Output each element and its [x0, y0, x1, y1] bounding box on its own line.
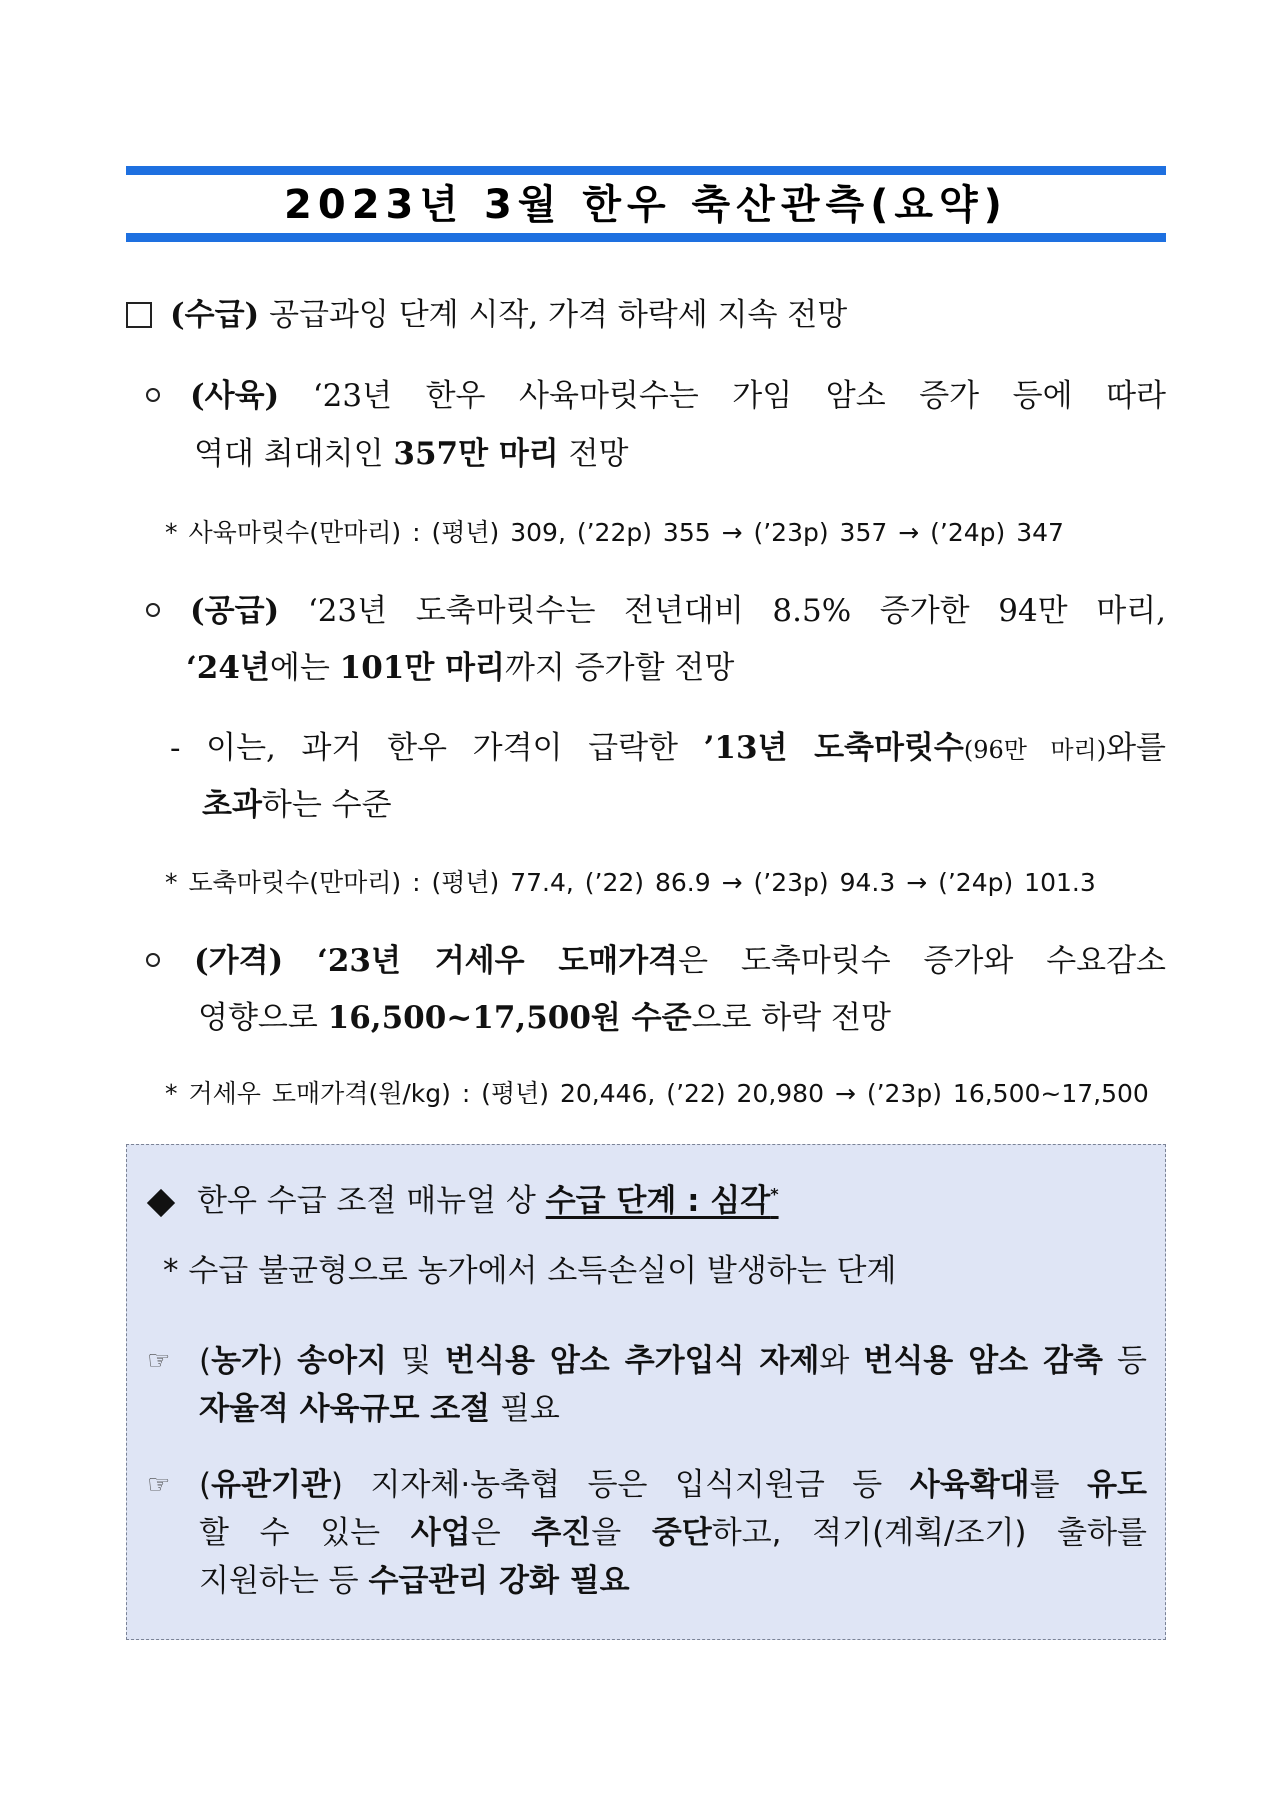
callout-stage-text: 수급 단계 : 심각 [545, 1183, 771, 1219]
agency-paren-open: ( [199, 1467, 212, 1503]
farm-calf: 송아지 [297, 1343, 387, 1379]
callout-stage [546, 1183, 779, 1219]
checkbox-square-icon [126, 302, 152, 328]
agency-induce: 유도 [1087, 1467, 1147, 1503]
slaughter-text-1: ‘23년 도축마릿수는 전년대비 8.5% 증가한 94만 마리, [279, 593, 1166, 629]
callout-box [126, 1144, 1166, 1640]
raising-text-2c: 전망 [558, 436, 629, 472]
agency-project: 사업 [410, 1515, 471, 1551]
page-title: 2023년 3월 한우 축산관측(요약) [284, 182, 1008, 228]
slaughter-sub-text-d: 와를 [1106, 730, 1166, 766]
agency-stop: 중단 [651, 1515, 712, 1551]
price-line-1 [194, 941, 1166, 981]
farm-etc: 등 [1103, 1343, 1147, 1379]
slaughter-text-2b: 에는 [269, 650, 340, 686]
price-line-2 [198, 998, 891, 1038]
farm-paren-open: ( [199, 1343, 212, 1379]
price-label: (가격) [194, 943, 284, 979]
farm-and: 및 [387, 1343, 446, 1379]
pointing-hand-icon: ☞ [147, 1470, 171, 1500]
slaughter-sub-paren: (96만 마리) [963, 736, 1107, 764]
agency-expand: 사육확대 [909, 1467, 1030, 1503]
slaughter-label: (공급) [190, 593, 280, 629]
price-text-2a: 영향으로 [198, 1000, 328, 1036]
slaughter-note: * 도축마릿수(만마리) : (평년) 77.4, (’22) 86.9 → (’23p) 94.3 → (’24p) 101.3 [165, 868, 1096, 897]
raising-line-1 [190, 376, 1166, 416]
slaughter-sub-highlight: ’13년 도축마릿수 [703, 730, 964, 766]
circle-bullet-icon [146, 603, 160, 617]
agency-line-3 [199, 1561, 630, 1601]
price-text-1c: 은 도축마릿수 증가와 수요감소 [678, 943, 1166, 979]
farm-self-adjust: 자율적 사육규모 조절 [199, 1391, 491, 1427]
farm-wa: 와 [819, 1343, 864, 1379]
callout-stage-sup: * [770, 1184, 779, 1204]
slaughter-sub-text-a: - 이는, 과거 한우 가격이 급락한 [170, 730, 704, 766]
title-bottom-rule [126, 233, 1166, 242]
farm-label: 농가 [211, 1343, 272, 1379]
callout-heading [197, 1181, 779, 1221]
farm-line-1 [199, 1341, 1147, 1381]
price-highlight-2: 16,500~17,500원 수준 [327, 1000, 692, 1036]
agency-text-2a: 할 수 있는 [199, 1515, 411, 1551]
raising-label: (사육) [190, 378, 280, 414]
price-text-2c: 으로 하락 전망 [691, 1000, 891, 1036]
slaughter-sub-line-2 [202, 785, 392, 825]
price-highlight-1: 거세우 도매가격 [434, 943, 679, 979]
agency-text-3a: 지원하는 등 [199, 1563, 369, 1599]
farm-restrain: 번식용 암소 추가입식 자제 [445, 1343, 820, 1379]
agency-promote: 추진 [531, 1515, 592, 1551]
agency-strengthen: 수급관리 강화 필요 [368, 1563, 630, 1599]
agency-line-2 [199, 1513, 1147, 1553]
supply-heading-text: 공급과잉 단계 시작, 가격 하락세 지속 전망 [259, 297, 848, 333]
agency-eul: 을 [591, 1515, 652, 1551]
slaughter-highlight: 101만 마리 [339, 650, 505, 686]
farm-paren-close: ) [271, 1343, 298, 1379]
farm-line-2 [199, 1389, 560, 1429]
agency-line-1 [199, 1465, 1147, 1505]
farm-reduce: 번식용 암소 감축 [863, 1343, 1103, 1379]
slaughter-sub-excess: 초과 [202, 787, 262, 823]
raising-text-2a: 역대 최대치인 [194, 436, 394, 472]
callout-note: * 수급 불균형으로 농가에서 소득손실이 발생하는 단계 [163, 1253, 897, 1289]
slaughter-text-2d: 까지 증가할 전망 [504, 650, 735, 686]
agency-label: 유관기관 [211, 1467, 331, 1503]
price-note: * 거세우 도매가격(원/kg) : (평년) 20,446, (’22) 20,980 → (’23p) 16,500~17,500 [165, 1079, 1149, 1108]
agency-reul: 를 [1029, 1467, 1088, 1503]
slaughter-year: ‘24년 [186, 650, 270, 686]
price-year: ‘23년 [283, 943, 435, 979]
pointing-hand-icon: ☞ [147, 1346, 171, 1376]
agency-text-2g: 하고, 적기(계획/조기) 출하를 [711, 1515, 1147, 1551]
diamond-bullet-icon [147, 1189, 175, 1217]
slaughter-line-1 [190, 591, 1166, 631]
agency-eun: 은 [470, 1515, 532, 1551]
raising-note: * 사육마릿수(만마리) : (평년) 309, (’22p) 355 → (’23p) 357 → (’24p) 347 [165, 518, 1064, 547]
slaughter-sub-text-2b: 하는 수준 [261, 787, 392, 823]
slaughter-sub-line-1 [170, 728, 1166, 768]
callout-heading-text: 한우 수급 조절 매뉴얼 상 [197, 1183, 546, 1219]
circle-bullet-icon [146, 388, 160, 402]
slaughter-line-2 [186, 648, 734, 688]
supply-label: (수급) [170, 297, 260, 333]
circle-bullet-icon [146, 953, 160, 967]
agency-text-1c: ) 지자체·농축협 등은 입식지원금 등 [330, 1467, 910, 1503]
raising-line-2 [194, 434, 628, 474]
farm-need: 필요 [490, 1391, 560, 1427]
raising-text-1: ‘23년 한우 사육마릿수는 가임 암소 증가 등에 따라 [279, 378, 1166, 414]
raising-highlight: 357만 마리 [393, 436, 559, 472]
title-top-rule [126, 166, 1166, 175]
title-banner [126, 166, 1166, 242]
supply-heading [170, 295, 847, 335]
